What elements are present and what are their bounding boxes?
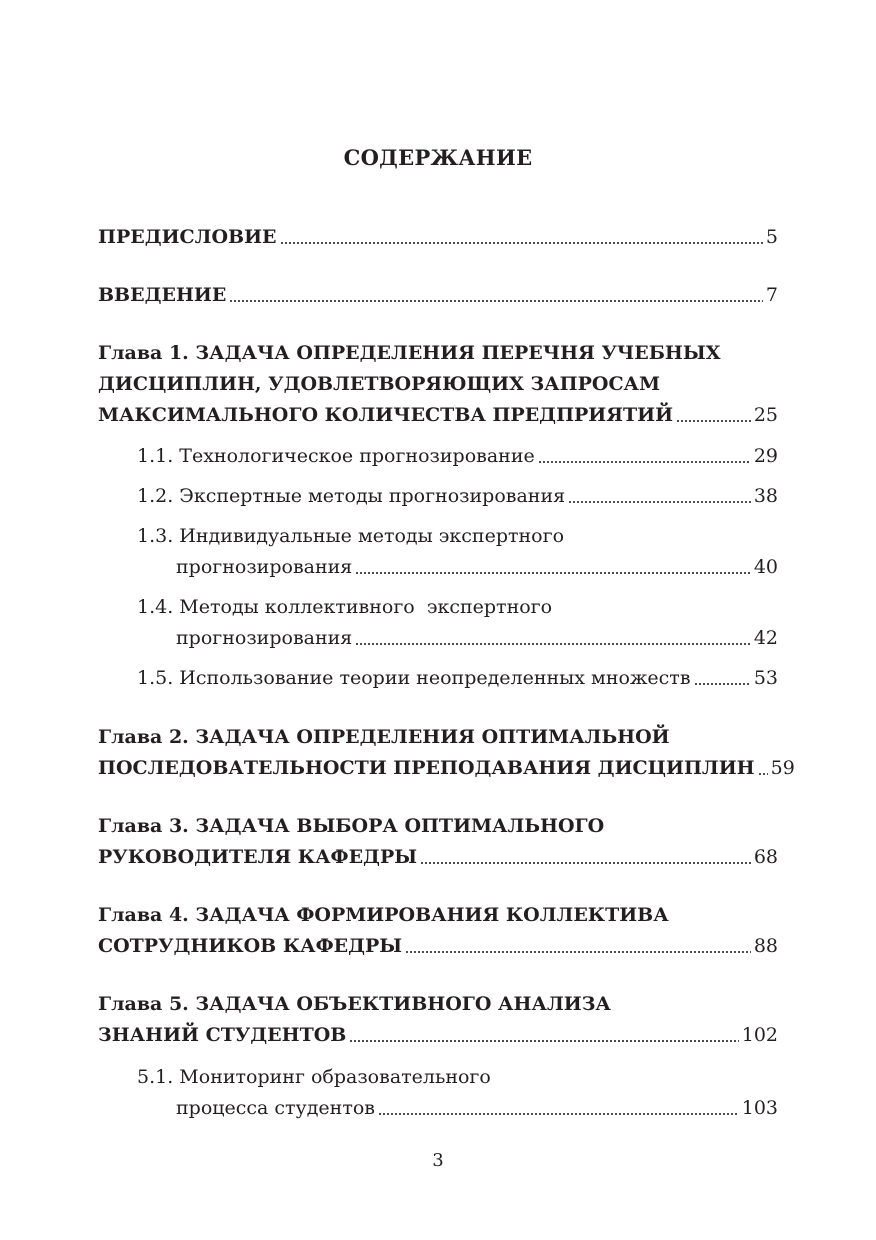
toc-page-number: 53 [753, 667, 778, 689]
toc-entry-chapter-1-line-1 [98, 337, 778, 369]
toc-entry-section-1-2 [137, 480, 778, 512]
toc-page-number: 29 [753, 445, 778, 467]
toc-entry-section-1-4-line-1 [137, 591, 778, 623]
toc-entry-title: процесса студентов [176, 1097, 375, 1119]
toc-page-number: 25 [753, 404, 778, 426]
toc-entry-section-1-5 [137, 662, 778, 694]
toc-entry-title: РУКОВОДИТЕЛЯ КАФЕДРЫ [98, 846, 418, 868]
dot-leader [355, 571, 751, 575]
toc-entry-chapter-3-line-1 [98, 810, 778, 842]
dot-leader [538, 460, 751, 464]
toc-page-number: 5 [765, 226, 778, 248]
dot-leader [355, 642, 751, 646]
toc-entry-section-1-3-line-2 [176, 551, 778, 583]
toc-entry-preface [98, 221, 778, 253]
toc-entry-title: 1.5. Использование теории неопределенных множеств [137, 667, 691, 689]
toc-entry-chapter-1-line-2 [98, 368, 778, 400]
toc-entry-chapter-3-line-2 [98, 841, 778, 873]
toc-entry-chapter-4-line-2 [98, 930, 778, 962]
toc-page-number: 38 [753, 485, 778, 507]
toc-entry-title: прогнозирования [176, 556, 353, 578]
toc-entry-introduction [98, 279, 778, 311]
toc-entry-title: 1.4. Методы коллективного экспертного [137, 596, 553, 618]
toc-entry-title: Глава 3. ЗАДАЧА ВЫБОРА ОПТИМАЛЬНОГО [98, 815, 605, 837]
toc-entry-title: ПРЕДИСЛОВИЕ [98, 226, 277, 248]
toc-entry-chapter-1-line-3 [98, 399, 778, 431]
toc-entry-section-1-3-line-1 [137, 520, 778, 552]
toc-entry-title: ПОСЛЕДОВАТЕЛЬНОСТИ ПРЕПОДАВАНИЯ ДИСЦИПЛИН [98, 757, 755, 779]
toc-page-number: 7 [765, 284, 778, 306]
toc-entry-section-1-4-line-2 [176, 622, 778, 654]
toc-page-number: 88 [753, 935, 778, 957]
toc-entry-title: прогнозирования [176, 627, 353, 649]
toc-entry-section-5-1-line-1 [137, 1061, 778, 1093]
toc-entry-title: МАКСИМАЛЬНОГО КОЛИЧЕСТВА ПРЕДПРИЯТИЙ [98, 404, 674, 426]
toc-entry-title: ДИСЦИПЛИН, УДОВЛЕТВОРЯЮЩИХ ЗАПРОСАМ [98, 373, 661, 395]
toc-page-number: 68 [753, 846, 778, 868]
toc-entry-title: СОТРУДНИКОВ КАФЕДРЫ [98, 935, 403, 957]
toc-entry-title: ЗНАНИЙ СТУДЕНТОВ [98, 1024, 347, 1046]
toc-page-number: 102 [741, 1024, 778, 1046]
dot-leader [405, 950, 751, 954]
toc-page-number: 42 [753, 627, 778, 649]
toc-entry-section-1-1 [137, 440, 778, 472]
toc-entry-title: 1.2. Экспертные методы прогнозирования [137, 485, 566, 507]
toc-entry-title: 5.1. Мониторинг образовательного [137, 1066, 491, 1088]
toc-page-number: 40 [753, 556, 778, 578]
toc-entry-section-5-1-line-2 [176, 1092, 778, 1124]
toc-entry-chapter-2-line-2 [98, 752, 795, 784]
toc-entry-title: Глава 1. ЗАДАЧА ОПРЕДЕЛЕНИЯ ПЕРЕЧНЯ УЧЕБНЫХ [98, 342, 721, 364]
dot-leader [694, 682, 751, 686]
toc-entry-title: 1.1. Технологическое прогнозирование [137, 445, 535, 467]
toc-entry-title: 1.3. Индивидуальные методы экспертного [137, 525, 565, 547]
toc-page-number: 103 [741, 1097, 778, 1119]
dot-leader [758, 772, 768, 776]
toc-entry-title: Глава 4. ЗАДАЧА ФОРМИРОВАНИЯ КОЛЛЕКТИВА [98, 904, 669, 926]
toc-entry-title: Глава 2. ЗАДАЧА ОПРЕДЕЛЕНИЯ ОПТИМАЛЬНОЙ [98, 726, 670, 748]
toc-entry-chapter-5-line-2 [98, 1019, 778, 1051]
page-title: СОДЕРЖАНИЕ [343, 145, 533, 170]
dot-leader [676, 419, 751, 423]
toc-entry-title: Глава 5. ЗАДАЧА ОБЪЕКТИВНОГО АНАЛИЗА [98, 993, 611, 1015]
toc-entry-chapter-2-line-1 [98, 721, 778, 753]
dot-leader [349, 1039, 738, 1043]
page-number: 3 [432, 1150, 444, 1171]
dot-leader [420, 861, 751, 865]
toc-entry-chapter-5-line-1 [98, 988, 778, 1020]
toc-page-number: 59 [770, 757, 795, 779]
dot-leader [229, 299, 763, 303]
toc-entry-chapter-4-line-1 [98, 899, 778, 931]
dot-leader [378, 1112, 739, 1116]
toc-entry-title: ВВЕДЕНИЕ [98, 284, 227, 306]
dot-leader [568, 500, 751, 504]
dot-leader [280, 241, 763, 245]
